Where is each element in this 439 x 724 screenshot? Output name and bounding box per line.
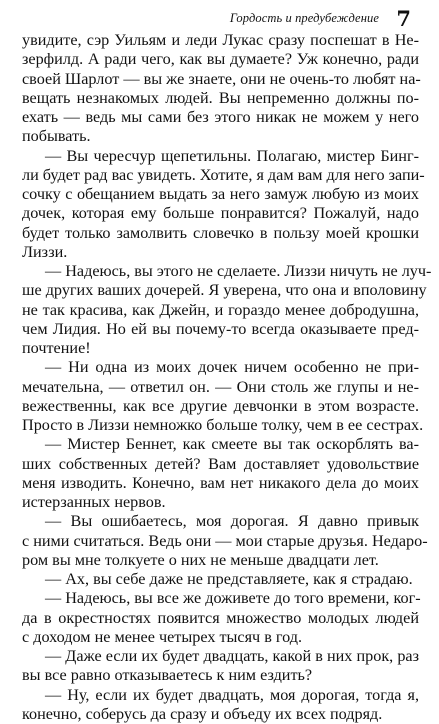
text-line: — Вы ошибаетесь, моя дорогая. Я давно привык xyxy=(45,512,419,531)
page-number: 7 xyxy=(396,6,411,31)
text-line: Просто в Лиззи немножко больше толку, чем в ее сестрах. xyxy=(22,416,424,434)
text-line: — Надеюсь, вы этого не сделаете. Лиззи ничуть не луч- xyxy=(45,262,432,280)
running-title: Гордость и предубеждение xyxy=(229,11,379,25)
text-line: мечательна, — ответил он. — Они столь же глупы и не- xyxy=(22,377,419,396)
text-line: — Ах, вы себе даже не представляете, как я страдаю. xyxy=(45,570,413,588)
text-line: ром вы мне толкуете о них не меньше двадцати лет. xyxy=(22,550,379,569)
text-line: с доходом не менее четырех тысяч в год. xyxy=(22,627,303,646)
text-line: вежественны, как все другие девчонки в этом возрасте. xyxy=(22,396,419,415)
text-line: ехать — ведь мы сами без этого никак не можем у него xyxy=(22,108,419,126)
book-text xyxy=(22,31,432,724)
text-line: дочек, которая ему больше понравится? Пожалуй, надо xyxy=(22,204,419,223)
text-line: — Вы чересчур щепетильны. Полагаю, мистер Бинг- xyxy=(45,146,419,165)
text-line: ли будет рад вас увидеть. Хотите, я дам вам для него запи- xyxy=(22,165,425,184)
page-header xyxy=(22,8,419,30)
text-line: — Даже если их будет двадцать, какой в них прок, раз xyxy=(45,647,419,665)
text-line: почтение! xyxy=(22,339,91,357)
text-line: сочку с обещанием выдать за него замуж любую из моих xyxy=(22,185,419,203)
text-line: меня изводить. Конечно, вам нет никакого дела до моих xyxy=(22,473,419,492)
text-line: — Ни одна из моих дочек ничем особенно не при- xyxy=(45,358,419,377)
text-line: не так красива, как Джейн, и гораздо менее добродушна, xyxy=(22,300,419,319)
text-line: — Надеюсь, вы все же доживете до того времени, ког- xyxy=(45,589,421,608)
text-line: побывать. xyxy=(22,127,91,146)
text-line: — Мистер Беннет, как смеете вы так оскорблять ва- xyxy=(45,435,419,454)
text-line: с ними считаться. Ведь они — мои старые друзья. Недаро- xyxy=(22,531,428,550)
text-line: конечно, соберусь да сразу и объеду их всех подряд. xyxy=(22,704,383,723)
text-line: увидите, сэр Уильям и леди Лукас сразу поспешат в Не- xyxy=(22,31,419,49)
text-line: истерзанных нервов. xyxy=(22,493,166,511)
text-line: ших собственных детей? Вам доставляет удовольствие xyxy=(22,454,419,473)
text-line: ше других ваших дочерей. Я уверена, что она и вполовину xyxy=(22,281,427,300)
text-line: Лиззи. xyxy=(22,242,68,261)
text-line: своей Шарлот — вы же знаете, они не очень-то любят на- xyxy=(22,69,421,88)
text-line: — Ну, если их будет двадцать, моя дорогая, тогда я, xyxy=(45,685,419,704)
text-line: будет только замолвить словечко в пользу моей крошки xyxy=(22,223,419,242)
text-line: зерфилд. А ради чего, как вы думаете? Уж конечно, ради xyxy=(22,50,419,69)
text-line: вы все равно отказываетесь к ним ездить? xyxy=(22,666,313,685)
text-line: вещать незнакомых людей. Вы непременно должны по- xyxy=(22,88,419,107)
text-line: да в окрестностях появится множество молодых людей xyxy=(22,608,419,627)
text-line: чем Лидия. Но ей вы почему-то всегда оказываете пред- xyxy=(22,319,419,338)
